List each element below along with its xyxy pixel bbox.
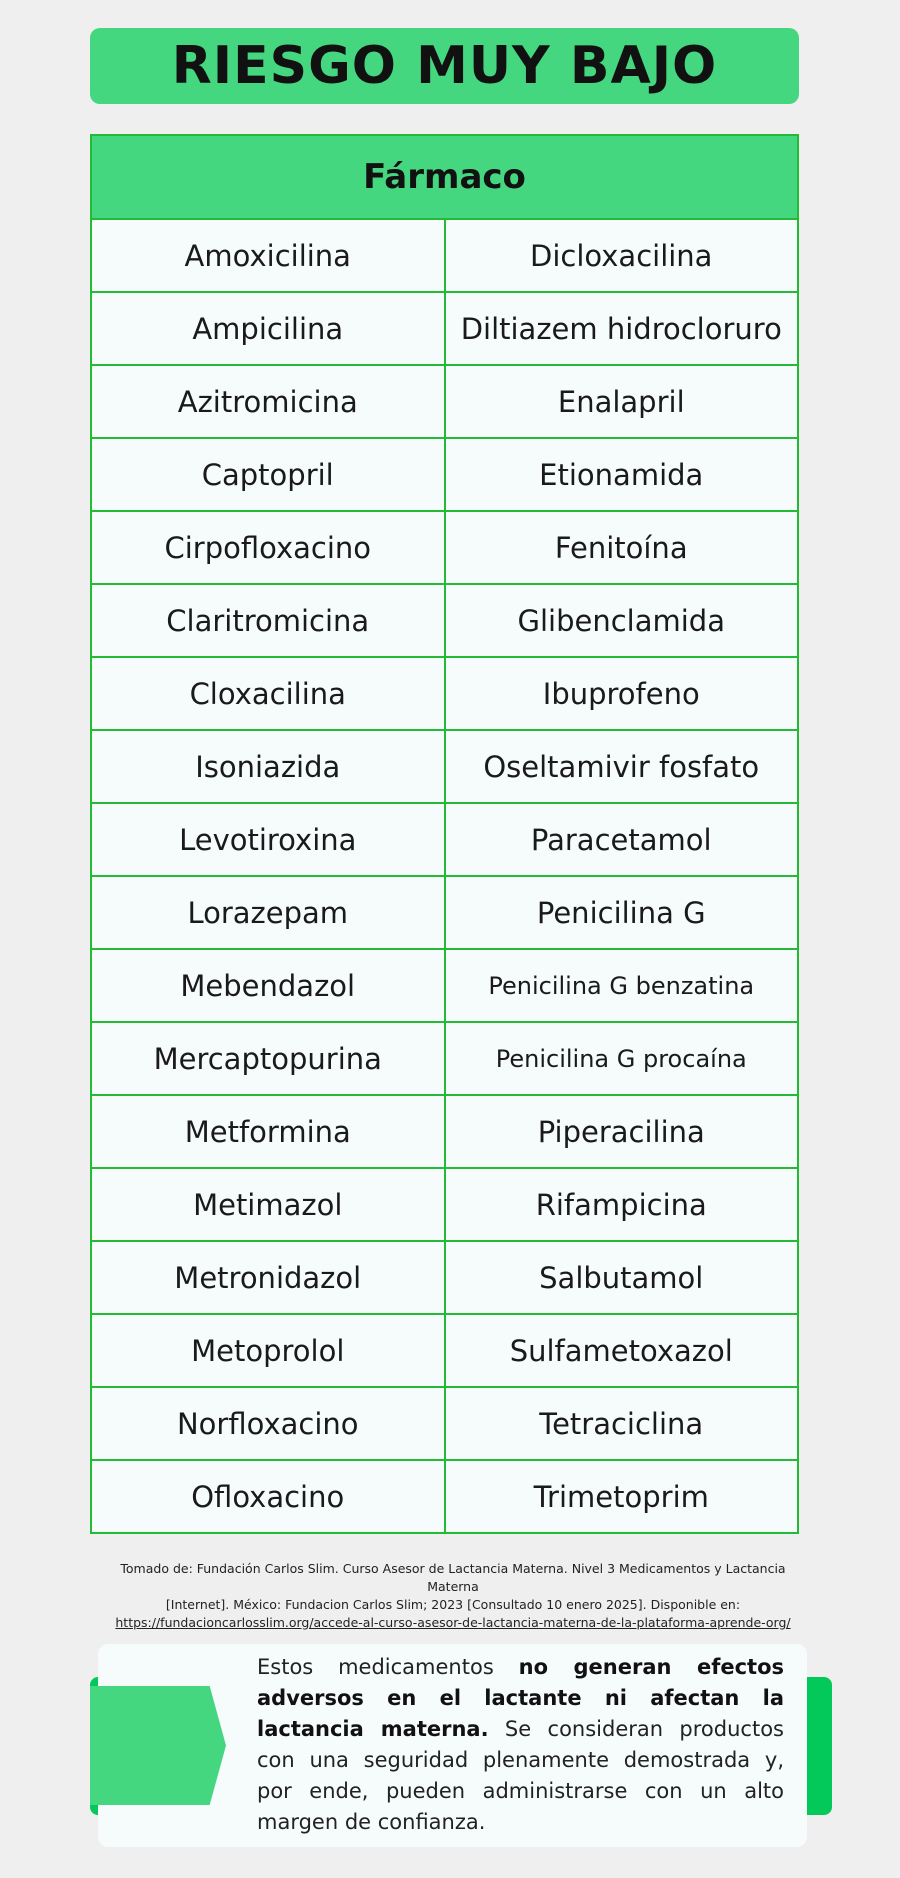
drug-cell: Ofloxacino: [91, 1460, 445, 1533]
table-row: [91, 365, 798, 438]
drug-cell: Etionamida: [445, 438, 799, 511]
drug-cell: Glibenclamida: [445, 584, 799, 657]
drug-cell: Metoprolol: [91, 1314, 445, 1387]
table-row: [91, 1095, 798, 1168]
note-emphasis: no generan efectos adversos en el lactante ni afectan la lactancia materna.: [257, 1655, 785, 1741]
drug-cell: Mercaptopurina: [91, 1022, 445, 1095]
drug-cell: Penicilina G procaína: [445, 1022, 799, 1095]
drug-cell: Piperacilina: [445, 1095, 799, 1168]
drug-cell: Trimetoprim: [445, 1460, 799, 1533]
drug-cell: Enalapril: [445, 365, 799, 438]
table-row: [91, 438, 798, 511]
table-row: [91, 803, 798, 876]
table-row: [91, 1387, 798, 1460]
table-row: [91, 730, 798, 803]
source-line: Tomado de: Fundación Carlos Slim. Curso Asesor de Lactancia Materna. Nivel 3 Medicamentos y Lactancia Materna: [120, 1561, 786, 1594]
drug-cell: Cirpofloxacino: [91, 511, 445, 584]
title-banner: [90, 28, 799, 104]
table-row: [91, 1168, 798, 1241]
table-row: [91, 1314, 798, 1387]
table-row: [91, 1460, 798, 1533]
drug-cell: Azitromicina: [91, 365, 445, 438]
note-text: [257, 1652, 784, 1838]
drug-cell: Oseltamivir fosfato: [445, 730, 799, 803]
drug-cell: Levotiroxina: [91, 803, 445, 876]
drug-cell: Ampicilina: [91, 292, 445, 365]
drug-cell: Paracetamol: [445, 803, 799, 876]
table-row: [91, 219, 798, 292]
drug-cell: Isoniazida: [91, 730, 445, 803]
table-header: Fármaco: [91, 135, 798, 219]
drug-cell: Metimazol: [91, 1168, 445, 1241]
table-row: [91, 949, 798, 1022]
table-row: [91, 876, 798, 949]
drug-cell: Ibuprofeno: [445, 657, 799, 730]
source-link[interactable]: https://fundacioncarlosslim.org/accede-al-curso-asesor-de-lactancia-materna-de-la-plataforma-aprende-org/: [115, 1615, 791, 1630]
drug-cell: Fenitoína: [445, 511, 799, 584]
drug-cell: Rifampicina: [445, 1168, 799, 1241]
table-row: [91, 584, 798, 657]
drug-cell: Captopril: [91, 438, 445, 511]
arrow-shape: [90, 1686, 226, 1805]
drug-cell: Cloxacilina: [91, 657, 445, 730]
drug-cell: Sulfametoxazol: [445, 1314, 799, 1387]
drug-cell: Diltiazem hidrocloruro: [445, 292, 799, 365]
drug-cell: Penicilina G benzatina: [445, 949, 799, 1022]
drug-table: [90, 134, 799, 1534]
table-row: [91, 511, 798, 584]
drug-cell: Metformina: [91, 1095, 445, 1168]
drug-cell: Lorazepam: [91, 876, 445, 949]
drug-cell: Metronidazol: [91, 1241, 445, 1314]
drug-cell: Salbutamol: [445, 1241, 799, 1314]
source-line: [Internet]. México: Fundacion Carlos Slim; 2023 [Consultado 10 enero 2025]. Disponible en:: [165, 1597, 741, 1612]
drug-cell: Amoxicilina: [91, 219, 445, 292]
drug-cell: Norfloxacino: [91, 1387, 445, 1460]
table-row: [91, 1241, 798, 1314]
table-header-row: [91, 135, 798, 219]
drug-cell: Tetraciclina: [445, 1387, 799, 1460]
table-row: [91, 292, 798, 365]
table-row: [91, 657, 798, 730]
table-row: [91, 1022, 798, 1095]
note-rest: Se consideran productos con una seguridad plenamente demostrada y, por ende, pueden administrarse con un alto margen de confianza.: [257, 1717, 784, 1834]
drug-cell: Claritromicina: [91, 584, 445, 657]
page-title: RIESGO MUY BAJO: [171, 36, 718, 96]
source-citation: [108, 1560, 798, 1632]
drug-cell: Mebendazol: [91, 949, 445, 1022]
drug-cell: Dicloxacilina: [445, 219, 799, 292]
drug-cell: Penicilina G: [445, 876, 799, 949]
note-intro: Estos medicamentos: [257, 1655, 519, 1679]
